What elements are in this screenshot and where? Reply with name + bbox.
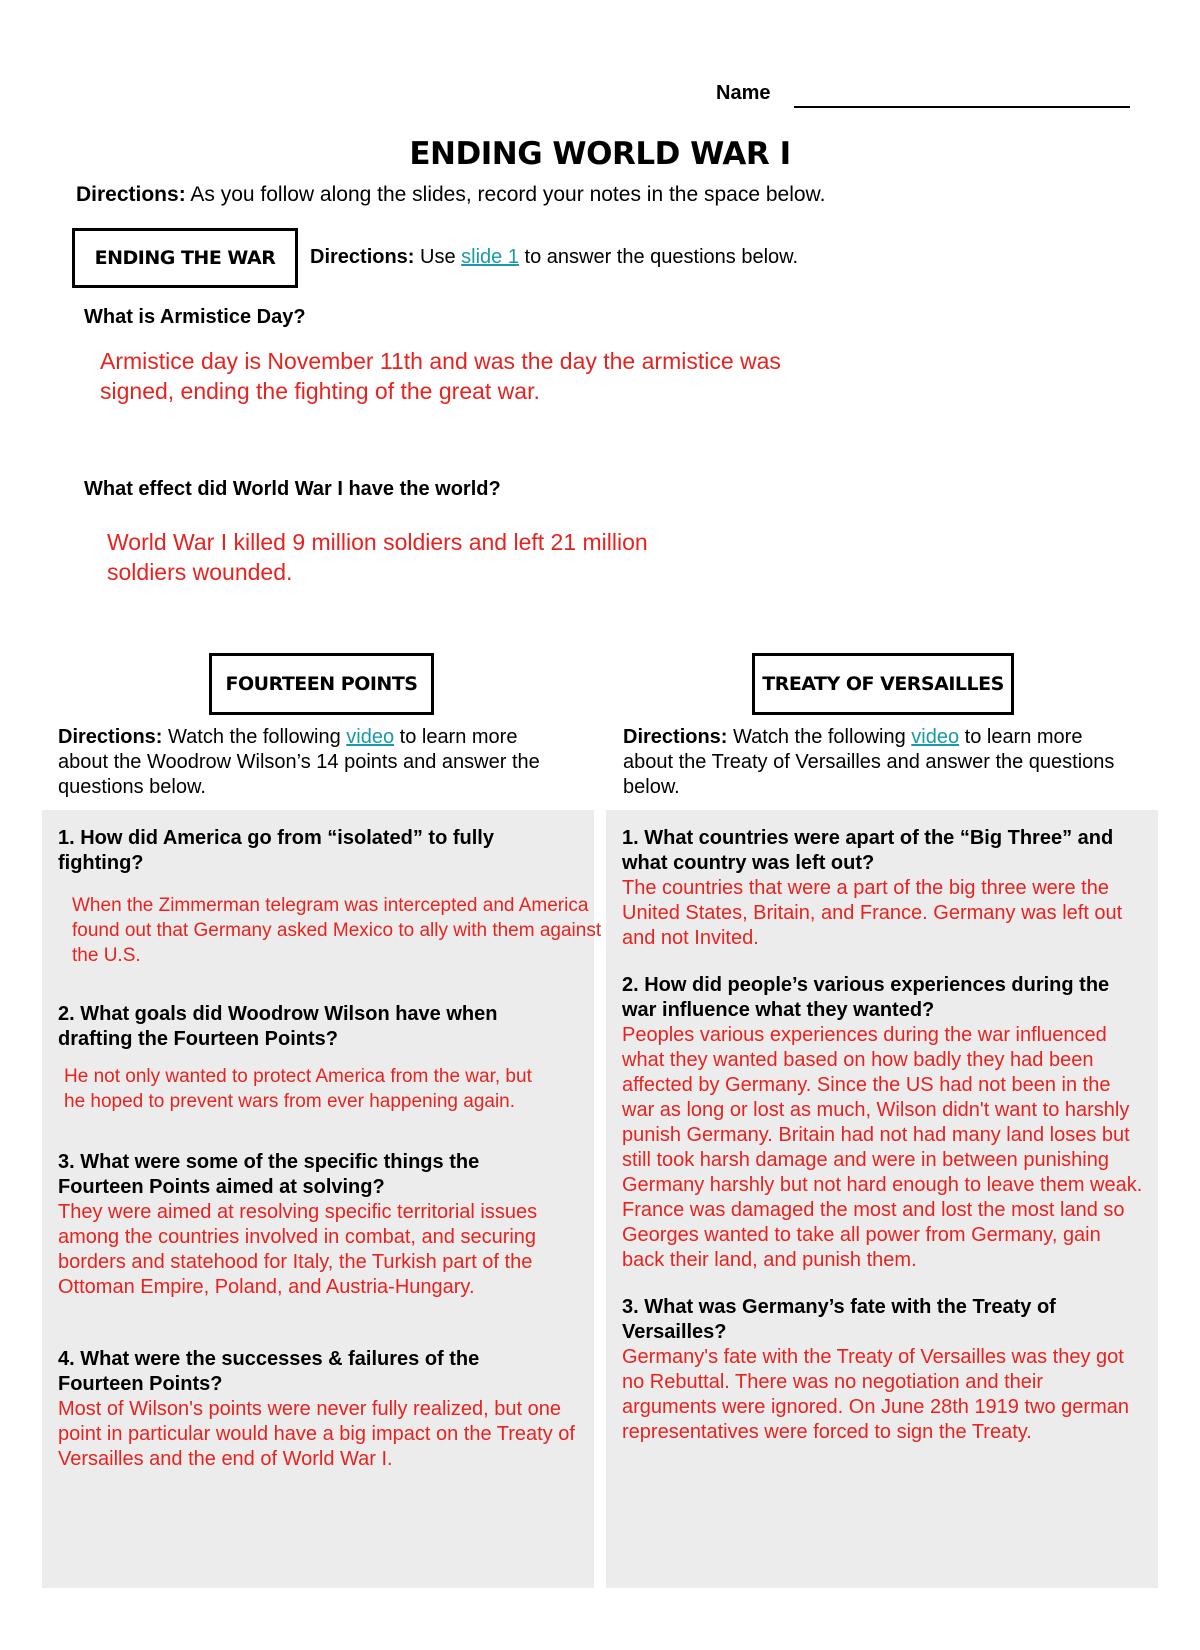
slide-1-link[interactable]: slide 1 — [461, 246, 519, 268]
armistice-answer-line-1: Armistice day is November 11th and was the day the armistice was — [100, 348, 781, 374]
fourteen-q1: 1. How did America go from “isolated” to fully fighting? — [58, 827, 494, 874]
versailles-directions-pre: Watch the following — [727, 726, 912, 748]
armistice-question: What is Armistice Day? — [84, 306, 306, 328]
fourteen-a4: Most of Wilson's points were never fully realized, but one point in particular would have a big impact on the Treaty of Versailles and the end of World War I. — [58, 1398, 575, 1470]
fourteen-q3: 3. What were some of the specific things the Fourteen Points aimed at solving? — [58, 1151, 480, 1198]
fourteen-a2: He not only wanted to protect America from the war, but he hoped to prevent wars from ever happening again. — [64, 1066, 532, 1112]
ending-war-directions-label: Directions: — [310, 246, 415, 268]
armistice-answer-line-2: signed, ending the fighting of the great war. — [100, 378, 540, 404]
versailles-directions-label: Directions: — [623, 726, 728, 748]
ending-the-war-label: ENDING THE WAR — [94, 247, 276, 269]
page-directions-label: Directions: — [76, 183, 186, 206]
treaty-of-versailles-label: TREATY OF VERSAILLES — [762, 673, 1004, 695]
fourteen-directions-post: to learn more about the Woodrow Wilson’s 14 points and answer the questions below. — [58, 726, 540, 798]
effect-question: What effect did World War I have the world? — [84, 478, 501, 500]
page-directions-text: As you follow along the slides, record your notes in the space below. — [185, 183, 826, 206]
versailles-q2: 2. How did people’s various experiences during the war influence what they wanted? — [622, 974, 1110, 1021]
fourteen-points-label: FOURTEEN POINTS — [225, 673, 418, 695]
name-label: Name — [716, 82, 771, 104]
fourteen-q2: 2. What goals did Woodrow Wilson have when drafting the Fourteen Points? — [58, 1003, 498, 1050]
versailles-a2: Peoples various experiences during the war influenced what they wanted based on how badly they had been affected by Germany. Since the US had not been in the war as long or lost as much, Wilson didn't want to harshly punish Germany. Britain had not had many land loses but still took harsh damage and were in between punishing Germany harshly but not hard enough to leave them weak. France was damaged the most and lost the most land so Georges wanted to take all power from Germany, gain back their land, and punish them. — [622, 1024, 1143, 1271]
versailles-directions-post: to learn more about the Treaty of Versailles and answer the questions below. — [623, 726, 1115, 798]
armistice-answer — [100, 346, 781, 406]
ending-the-war-box — [72, 228, 298, 288]
fourteen-a3: They were aimed at resolving specific territorial issues among the countries involved in combat, and securing borders and statehood for Italy, the Turkish part of the Ottoman Empire, Poland, and Austria-Hungary. — [58, 1201, 538, 1298]
versailles-a1: The countries that were a part of the big three were the United States, Britain, and France. Germany was left out and not Invited. — [622, 877, 1123, 949]
ending-war-directions-post: to answer the questions below. — [518, 246, 799, 268]
page-title: ENDING WORLD WAR I — [409, 136, 791, 172]
effect-answer — [107, 527, 648, 587]
fourteen-q4: 4. What were the successes & failures of the Fourteen Points? — [58, 1348, 480, 1395]
fourteen-a1: When the Zimmerman telegram was intercepted and America found out that Germany asked Mexico to ally with them against the U.S. — [72, 895, 602, 966]
fourteen-points-directions — [58, 725, 568, 800]
fourteen-points-box — [209, 653, 434, 715]
ending-war-directions — [310, 245, 798, 270]
effect-answer-line-2: soldiers wounded. — [107, 559, 293, 585]
versailles-a3: Germany's fate with the Treaty of Versailles was they got no Rebuttal. There was no negotiation and their arguments were ignored. On June 28th 1919 two german representatives were forced to sign the Treaty. — [622, 1346, 1129, 1443]
versailles-q3: 3. What was Germany’s fate with the Treaty of Versailles? — [622, 1296, 1056, 1343]
effect-answer-line-1: World War I killed 9 million soldiers and left 21 million — [107, 529, 648, 555]
versailles-directions — [623, 725, 1133, 800]
versailles-q1: 1. What countries were apart of the “Big Three” and what country was left out? — [622, 827, 1114, 874]
treaty-of-versailles-box — [752, 653, 1014, 715]
name-field[interactable] — [794, 106, 1130, 108]
page-directions — [76, 183, 825, 207]
versailles-video-link[interactable]: video — [911, 726, 960, 748]
fourteen-directions-label: Directions: — [58, 726, 163, 748]
fourteen-video-link[interactable]: video — [346, 726, 395, 748]
fourteen-directions-pre: Watch the following — [162, 726, 347, 748]
ending-war-directions-pre: Use — [414, 246, 462, 268]
